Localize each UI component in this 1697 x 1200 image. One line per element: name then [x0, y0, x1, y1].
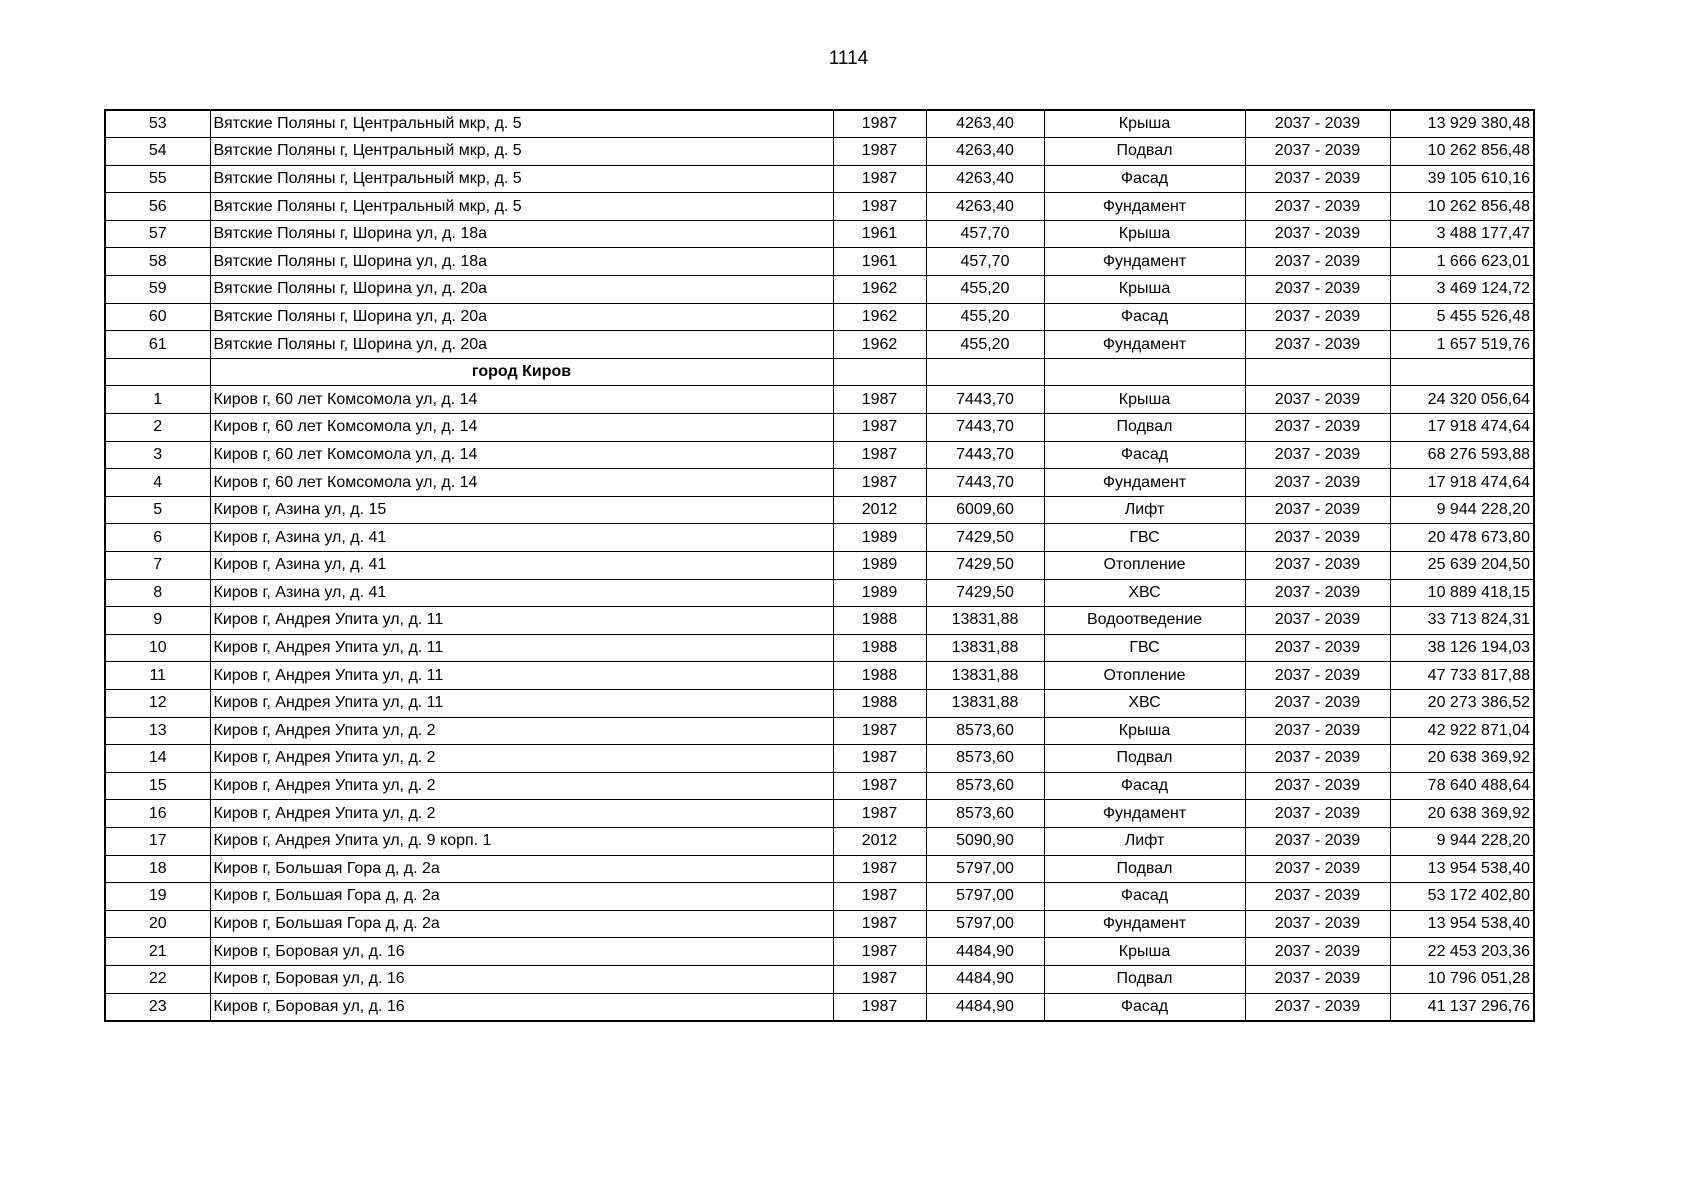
address-cell: Вятские Поляны г, Центральный мкр, д. 5 — [210, 138, 833, 166]
row-number: 1 — [105, 386, 210, 414]
area-cell: 8573,60 — [926, 745, 1044, 773]
work-type-cell: Подвал — [1044, 965, 1245, 993]
work-type-cell: Отопление — [1044, 552, 1245, 580]
table-row — [105, 276, 1534, 304]
row-number: 56 — [105, 193, 210, 221]
address-cell: Киров г, Андрея Упита ул, д. 11 — [210, 634, 833, 662]
period-cell: 2037 - 2039 — [1245, 883, 1390, 911]
work-type-cell: Фундамент — [1044, 800, 1245, 828]
address-cell: Киров г, Большая Гора д, д. 2а — [210, 910, 833, 938]
address-cell: Киров г, 60 лет Комсомола ул, д. 14 — [210, 469, 833, 497]
row-number: 17 — [105, 827, 210, 855]
period-cell: 2037 - 2039 — [1245, 800, 1390, 828]
area-cell: 457,70 — [926, 220, 1044, 248]
table-row — [105, 689, 1534, 717]
work-type-cell: Крыша — [1044, 386, 1245, 414]
build-year-cell: 1987 — [833, 910, 926, 938]
area-cell: 5797,00 — [926, 910, 1044, 938]
table-row — [105, 662, 1534, 690]
table-row — [105, 220, 1534, 248]
row-number: 60 — [105, 303, 210, 331]
area-cell: 4484,90 — [926, 938, 1044, 966]
period-cell: 2037 - 2039 — [1245, 386, 1390, 414]
row-number: 16 — [105, 800, 210, 828]
area-cell: 5797,00 — [926, 883, 1044, 911]
cost-cell: 47 733 817,88 — [1390, 662, 1534, 690]
cost-cell: 20 478 673,80 — [1390, 524, 1534, 552]
cost-cell: 17 918 474,64 — [1390, 414, 1534, 442]
build-year-cell: 1989 — [833, 579, 926, 607]
cost-cell: 1 657 519,76 — [1390, 331, 1534, 359]
period-cell: 2037 - 2039 — [1245, 469, 1390, 497]
row-number: 19 — [105, 883, 210, 911]
row-number: 57 — [105, 220, 210, 248]
cost-cell: 78 640 488,64 — [1390, 772, 1534, 800]
build-year-cell: 1987 — [833, 138, 926, 166]
address-cell: Киров г, Андрея Упита ул, д. 11 — [210, 689, 833, 717]
work-type-cell: Крыша — [1044, 276, 1245, 304]
table-row — [105, 496, 1534, 524]
build-year-cell: 1962 — [833, 331, 926, 359]
work-type-cell: Фасад — [1044, 303, 1245, 331]
work-type-cell: Фасад — [1044, 883, 1245, 911]
cost-cell: 9 944 228,20 — [1390, 496, 1534, 524]
cost-cell: 10 262 856,48 — [1390, 193, 1534, 221]
area-cell: 4263,40 — [926, 165, 1044, 193]
build-year-cell: 1987 — [833, 772, 926, 800]
work-type-cell: ХВС — [1044, 579, 1245, 607]
address-cell: Киров г, Андрея Упита ул, д. 9 корп. 1 — [210, 827, 833, 855]
cost-cell: 33 713 824,31 — [1390, 607, 1534, 635]
work-type-cell: Фасад — [1044, 993, 1245, 1021]
cost-cell: 20 638 369,92 — [1390, 745, 1534, 773]
address-cell: Киров г, Азина ул, д. 15 — [210, 496, 833, 524]
build-year-cell: 2012 — [833, 827, 926, 855]
area-cell: 7429,50 — [926, 579, 1044, 607]
period-cell: 2037 - 2039 — [1245, 910, 1390, 938]
cost-cell: 9 944 228,20 — [1390, 827, 1534, 855]
table-row — [105, 138, 1534, 166]
build-year-cell: 1987 — [833, 965, 926, 993]
work-type-cell: Подвал — [1044, 745, 1245, 773]
table-row — [105, 634, 1534, 662]
address-cell: Киров г, Андрея Упита ул, д. 2 — [210, 772, 833, 800]
section-row — [105, 358, 1534, 386]
table-row — [105, 165, 1534, 193]
build-year-cell: 1987 — [833, 441, 926, 469]
build-year-cell: 1962 — [833, 303, 926, 331]
row-number: 9 — [105, 607, 210, 635]
area-cell: 5797,00 — [926, 855, 1044, 883]
table-row — [105, 386, 1534, 414]
cost-cell: 3 469 124,72 — [1390, 276, 1534, 304]
table-row — [105, 110, 1534, 138]
row-number: 20 — [105, 910, 210, 938]
table-row — [105, 717, 1534, 745]
work-type-cell: Фундамент — [1044, 331, 1245, 359]
period-cell: 2037 - 2039 — [1245, 717, 1390, 745]
table-row — [105, 193, 1534, 221]
address-cell: Киров г, 60 лет Комсомола ул, д. 14 — [210, 386, 833, 414]
cost-cell: 39 105 610,16 — [1390, 165, 1534, 193]
table-row — [105, 441, 1534, 469]
address-cell: Вятские Поляны г, Шорина ул, д. 20а — [210, 331, 833, 359]
row-number: 11 — [105, 662, 210, 690]
row-number: 53 — [105, 110, 210, 138]
cost-cell: 10 796 051,28 — [1390, 965, 1534, 993]
table-row — [105, 248, 1534, 276]
work-type-cell: Подвал — [1044, 138, 1245, 166]
build-year-cell: 1962 — [833, 276, 926, 304]
cost-cell: 1 666 623,01 — [1390, 248, 1534, 276]
work-type-cell: Фасад — [1044, 441, 1245, 469]
table-row — [105, 331, 1534, 359]
table-row — [105, 993, 1534, 1021]
area-cell: 7443,70 — [926, 414, 1044, 442]
address-cell: Киров г, Азина ул, д. 41 — [210, 552, 833, 580]
work-type-cell: Фундамент — [1044, 248, 1245, 276]
work-type-cell: Фундамент — [1044, 910, 1245, 938]
area-cell: 7443,70 — [926, 386, 1044, 414]
address-cell: Вятские Поляны г, Центральный мкр, д. 5 — [210, 165, 833, 193]
row-number: 21 — [105, 938, 210, 966]
address-cell: Киров г, Большая Гора д, д. 2а — [210, 883, 833, 911]
address-cell: Вятские Поляны г, Центральный мкр, д. 5 — [210, 193, 833, 221]
area-cell: 7429,50 — [926, 524, 1044, 552]
table-row — [105, 883, 1534, 911]
cost-cell: 24 320 056,64 — [1390, 386, 1534, 414]
period-cell: 2037 - 2039 — [1245, 965, 1390, 993]
area-cell: 455,20 — [926, 303, 1044, 331]
cost-cell: 13 929 380,48 — [1390, 110, 1534, 138]
row-number: 8 — [105, 579, 210, 607]
build-year-cell: 1987 — [833, 414, 926, 442]
area-cell: 5090,90 — [926, 827, 1044, 855]
area-cell: 455,20 — [926, 331, 1044, 359]
work-type-cell: Крыша — [1044, 717, 1245, 745]
address-cell: Вятские Поляны г, Шорина ул, д. 20а — [210, 276, 833, 304]
address-cell: Киров г, Андрея Упита ул, д. 2 — [210, 717, 833, 745]
period-cell: 2037 - 2039 — [1245, 689, 1390, 717]
address-cell: Вятские Поляны г, Шорина ул, д. 20а — [210, 303, 833, 331]
area-cell: 457,70 — [926, 248, 1044, 276]
work-type-cell: Крыша — [1044, 938, 1245, 966]
area-cell: 7429,50 — [926, 552, 1044, 580]
build-year-cell: 1987 — [833, 717, 926, 745]
work-type-cell: Фундамент — [1044, 469, 1245, 497]
build-year-cell: 2012 — [833, 496, 926, 524]
section-title: город Киров — [210, 358, 833, 386]
area-cell: 4263,40 — [926, 193, 1044, 221]
build-year-cell: 1988 — [833, 689, 926, 717]
table-row — [105, 772, 1534, 800]
period-cell: 2037 - 2039 — [1245, 607, 1390, 635]
address-cell: Киров г, Андрея Упита ул, д. 11 — [210, 607, 833, 635]
area-cell: 8573,60 — [926, 800, 1044, 828]
period-cell: 2037 - 2039 — [1245, 220, 1390, 248]
cost-cell: 42 922 871,04 — [1390, 717, 1534, 745]
build-year-cell: 1989 — [833, 552, 926, 580]
period-cell: 2037 - 2039 — [1245, 331, 1390, 359]
work-type-cell — [1044, 358, 1245, 386]
build-year-cell: 1987 — [833, 745, 926, 773]
row-number — [105, 358, 210, 386]
period-cell: 2037 - 2039 — [1245, 745, 1390, 773]
period-cell — [1245, 358, 1390, 386]
period-cell: 2037 - 2039 — [1245, 827, 1390, 855]
area-cell: 4484,90 — [926, 993, 1044, 1021]
period-cell: 2037 - 2039 — [1245, 110, 1390, 138]
area-cell: 13831,88 — [926, 689, 1044, 717]
cost-cell: 25 639 204,50 — [1390, 552, 1534, 580]
cost-cell: 10 889 418,15 — [1390, 579, 1534, 607]
period-cell: 2037 - 2039 — [1245, 138, 1390, 166]
build-year-cell: 1987 — [833, 386, 926, 414]
address-cell: Киров г, Андрея Упита ул, д. 2 — [210, 800, 833, 828]
period-cell: 2037 - 2039 — [1245, 165, 1390, 193]
address-cell: Киров г, Боровая ул, д. 16 — [210, 993, 833, 1021]
build-year-cell: 1988 — [833, 662, 926, 690]
work-type-cell: Фундамент — [1044, 193, 1245, 221]
cost-cell — [1390, 358, 1534, 386]
table-row — [105, 579, 1534, 607]
period-cell: 2037 - 2039 — [1245, 496, 1390, 524]
row-number: 18 — [105, 855, 210, 883]
cost-cell: 53 172 402,80 — [1390, 883, 1534, 911]
cost-cell: 13 954 538,40 — [1390, 910, 1534, 938]
address-cell: Киров г, Андрея Упита ул, д. 2 — [210, 745, 833, 773]
row-number: 23 — [105, 993, 210, 1021]
work-type-cell: Фасад — [1044, 772, 1245, 800]
row-number: 55 — [105, 165, 210, 193]
row-number: 5 — [105, 496, 210, 524]
period-cell: 2037 - 2039 — [1245, 248, 1390, 276]
area-cell: 13831,88 — [926, 607, 1044, 635]
area-cell: 4484,90 — [926, 965, 1044, 993]
address-cell: Киров г, Андрея Упита ул, д. 11 — [210, 662, 833, 690]
address-cell: Киров г, Боровая ул, д. 16 — [210, 965, 833, 993]
table-row — [105, 303, 1534, 331]
cost-cell: 10 262 856,48 — [1390, 138, 1534, 166]
build-year-cell: 1987 — [833, 165, 926, 193]
area-cell: 7443,70 — [926, 441, 1044, 469]
period-cell: 2037 - 2039 — [1245, 193, 1390, 221]
address-cell: Киров г, 60 лет Комсомола ул, д. 14 — [210, 414, 833, 442]
work-type-cell: Подвал — [1044, 414, 1245, 442]
row-number: 10 — [105, 634, 210, 662]
cost-cell: 3 488 177,47 — [1390, 220, 1534, 248]
cost-cell: 22 453 203,36 — [1390, 938, 1534, 966]
row-number: 58 — [105, 248, 210, 276]
row-number: 4 — [105, 469, 210, 497]
build-year-cell: 1961 — [833, 220, 926, 248]
period-cell: 2037 - 2039 — [1245, 414, 1390, 442]
build-year-cell: 1987 — [833, 110, 926, 138]
period-cell: 2037 - 2039 — [1245, 662, 1390, 690]
work-type-cell: Лифт — [1044, 827, 1245, 855]
work-type-cell: ГВС — [1044, 634, 1245, 662]
work-type-cell: Крыша — [1044, 220, 1245, 248]
work-type-cell: Отопление — [1044, 662, 1245, 690]
table-row — [105, 855, 1534, 883]
period-cell: 2037 - 2039 — [1245, 634, 1390, 662]
row-number: 22 — [105, 965, 210, 993]
address-cell: Вятские Поляны г, Шорина ул, д. 18а — [210, 220, 833, 248]
table-row — [105, 552, 1534, 580]
build-year-cell: 1987 — [833, 993, 926, 1021]
address-cell: Вятские Поляны г, Шорина ул, д. 18а — [210, 248, 833, 276]
address-cell: Вятские Поляны г, Центральный мкр, д. 5 — [210, 110, 833, 138]
table-row — [105, 469, 1534, 497]
area-cell: 13831,88 — [926, 662, 1044, 690]
table-row — [105, 910, 1534, 938]
work-type-cell: Крыша — [1044, 110, 1245, 138]
build-year-cell: 1961 — [833, 248, 926, 276]
table-body — [105, 110, 1534, 1021]
cost-cell: 20 638 369,92 — [1390, 800, 1534, 828]
period-cell: 2037 - 2039 — [1245, 552, 1390, 580]
area-cell — [926, 358, 1044, 386]
period-cell: 2037 - 2039 — [1245, 772, 1390, 800]
table-row — [105, 965, 1534, 993]
period-cell: 2037 - 2039 — [1245, 303, 1390, 331]
work-type-cell: ГВС — [1044, 524, 1245, 552]
work-type-cell: Лифт — [1044, 496, 1245, 524]
build-year-cell: 1987 — [833, 883, 926, 911]
build-year-cell: 1987 — [833, 855, 926, 883]
cost-cell: 5 455 526,48 — [1390, 303, 1534, 331]
table-row — [105, 938, 1534, 966]
period-cell: 2037 - 2039 — [1245, 441, 1390, 469]
cost-cell: 68 276 593,88 — [1390, 441, 1534, 469]
address-cell: Киров г, Большая Гора д, д. 2а — [210, 855, 833, 883]
build-year-cell — [833, 358, 926, 386]
row-number: 14 — [105, 745, 210, 773]
row-number: 13 — [105, 717, 210, 745]
address-cell: Киров г, Азина ул, д. 41 — [210, 579, 833, 607]
area-cell: 4263,40 — [926, 110, 1044, 138]
table-row — [105, 524, 1534, 552]
build-year-cell: 1987 — [833, 800, 926, 828]
area-cell: 455,20 — [926, 276, 1044, 304]
area-cell: 8573,60 — [926, 772, 1044, 800]
period-cell: 2037 - 2039 — [1245, 938, 1390, 966]
area-cell: 4263,40 — [926, 138, 1044, 166]
row-number: 15 — [105, 772, 210, 800]
address-cell: Киров г, 60 лет Комсомола ул, д. 14 — [210, 441, 833, 469]
cost-cell: 20 273 386,52 — [1390, 689, 1534, 717]
table-row — [105, 607, 1534, 635]
period-cell: 2037 - 2039 — [1245, 855, 1390, 883]
build-year-cell: 1987 — [833, 193, 926, 221]
area-cell: 6009,60 — [926, 496, 1044, 524]
row-number: 7 — [105, 552, 210, 580]
area-cell: 7443,70 — [926, 469, 1044, 497]
work-type-cell: Водоотведение — [1044, 607, 1245, 635]
cost-cell: 38 126 194,03 — [1390, 634, 1534, 662]
area-cell: 13831,88 — [926, 634, 1044, 662]
row-number: 6 — [105, 524, 210, 552]
cost-cell: 17 918 474,64 — [1390, 469, 1534, 497]
period-cell: 2037 - 2039 — [1245, 993, 1390, 1021]
row-number: 3 — [105, 441, 210, 469]
row-number: 12 — [105, 689, 210, 717]
address-cell: Киров г, Азина ул, д. 41 — [210, 524, 833, 552]
period-cell: 2037 - 2039 — [1245, 579, 1390, 607]
cost-cell: 41 137 296,76 — [1390, 993, 1534, 1021]
table-row — [105, 745, 1534, 773]
table-row — [105, 827, 1534, 855]
row-number: 54 — [105, 138, 210, 166]
row-number: 61 — [105, 331, 210, 359]
work-type-cell: Подвал — [1044, 855, 1245, 883]
build-year-cell: 1988 — [833, 634, 926, 662]
work-type-cell: ХВС — [1044, 689, 1245, 717]
page-number: 1114 — [828, 48, 869, 69]
build-year-cell: 1989 — [833, 524, 926, 552]
cost-cell: 13 954 538,40 — [1390, 855, 1534, 883]
period-cell: 2037 - 2039 — [1245, 524, 1390, 552]
row-number: 2 — [105, 414, 210, 442]
table-row — [105, 800, 1534, 828]
build-year-cell: 1987 — [833, 469, 926, 497]
area-cell: 8573,60 — [926, 717, 1044, 745]
period-cell: 2037 - 2039 — [1245, 276, 1390, 304]
row-number: 59 — [105, 276, 210, 304]
address-cell: Киров г, Боровая ул, д. 16 — [210, 938, 833, 966]
repair-register-table — [104, 109, 1535, 1022]
build-year-cell: 1988 — [833, 607, 926, 635]
table-row — [105, 414, 1534, 442]
work-type-cell: Фасад — [1044, 165, 1245, 193]
build-year-cell: 1987 — [833, 938, 926, 966]
